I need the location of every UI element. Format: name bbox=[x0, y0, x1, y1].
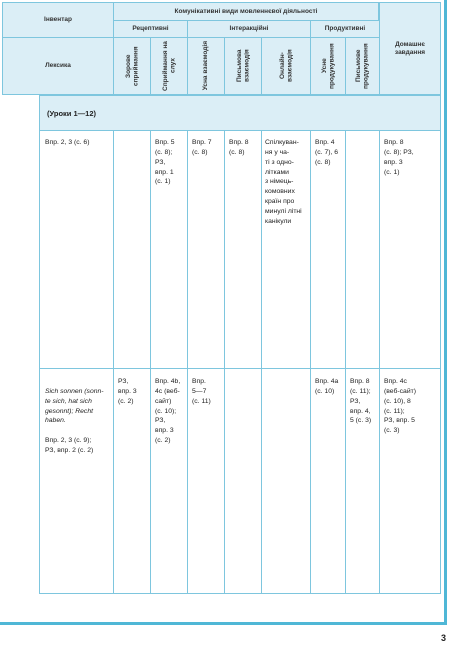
grid-line bbox=[261, 131, 262, 593]
grid-line bbox=[310, 131, 311, 593]
header-lexics: Лексика bbox=[2, 37, 114, 95]
header-oral-interaction bbox=[187, 37, 225, 95]
row1-lexics: Впр. 2, 3 (с. 6) bbox=[45, 139, 90, 146]
row2-lexics-expression: Sich sonnen (sonn- te sich, hat sich gesonnt); Recht haben. bbox=[45, 387, 104, 425]
grid-line bbox=[224, 131, 225, 593]
grid-line bbox=[379, 131, 380, 593]
header-online-interaction bbox=[261, 37, 311, 95]
page-number: 3 bbox=[440, 633, 446, 643]
header-listening bbox=[150, 37, 188, 95]
row-divider bbox=[39, 368, 441, 369]
row2-oral-production: Впр. 4а (с. 10) bbox=[315, 378, 339, 395]
header-written-production-text: Письмове продукування bbox=[355, 43, 370, 89]
row1-listening: Впр. 5 (с. 8); РЗ, впр. 1 (с. 1) bbox=[155, 139, 175, 186]
row2-lexics-exercises: Впр. 2, 3 (с. 9); РЗ, впр. 2 (с. 2) bbox=[45, 437, 94, 454]
grid-line bbox=[440, 131, 441, 593]
header-productive: Продуктивні bbox=[310, 20, 380, 38]
row1-online-interaction: Спілкуван- ня у ча- ті з одно- літками з німець- комовних країн про минулі літні канікули bbox=[265, 139, 302, 225]
header-written-interaction-text: Письмова взаємодія bbox=[235, 49, 250, 83]
header-oral-production bbox=[310, 37, 346, 95]
grid-line bbox=[187, 131, 188, 593]
section-title: (Уроки 1—12) bbox=[39, 95, 441, 131]
row2-homework: Впр. 4с (веб-сайт) (с. 10), 8 (с. 11); РЗ, впр. 5 (с. 3) bbox=[384, 378, 417, 435]
header-interactive: Інтеракційні bbox=[187, 20, 311, 38]
header-online-interaction-text: Онлайн-взаємодія bbox=[278, 49, 293, 83]
header-homework: Домашнє завдання bbox=[379, 2, 441, 95]
row1-oral-interaction: Впр. 7 (с. 8) bbox=[192, 139, 212, 156]
table-bottom bbox=[39, 593, 441, 594]
header-inventory: Інвентар bbox=[2, 2, 114, 38]
row2-reading: РЗ, впр. 3 (с. 2) bbox=[118, 378, 137, 405]
grid-line bbox=[113, 131, 114, 593]
header-written-production bbox=[345, 37, 380, 95]
header-listening-text: Сприймання на слух bbox=[161, 41, 176, 91]
row2-lexics bbox=[45, 377, 113, 456]
grid-line bbox=[39, 131, 40, 593]
row2-oral-interaction: Впр. 5—7 (с. 11) bbox=[192, 378, 211, 405]
row2-written-production: Впр. 8 (с. 11); РЗ, впр. 4, 5 (с. 3) bbox=[350, 378, 372, 425]
header-reading-text: Зорове сприймання bbox=[124, 46, 139, 86]
header-reading bbox=[113, 37, 151, 95]
row1-written-interaction: Впр. 8 (с. 8) bbox=[229, 139, 249, 156]
row1-homework: Впр. 8 (с. 8); РЗ, впр. 3 (с. 1) bbox=[384, 139, 414, 176]
header-receptive: Рецептивні bbox=[113, 20, 188, 38]
grid-line bbox=[150, 131, 151, 593]
row2-listening: Впр. 4b, 4c (веб- сайт) (с. 10); РЗ, впр. 3 (с. 2) bbox=[155, 378, 181, 445]
header-written-interaction bbox=[224, 37, 262, 95]
header-oral-interaction-text: Усна взаємодія bbox=[202, 41, 210, 91]
row1-oral-production: Впр. 4 (с. 7), 6 (с. 8) bbox=[315, 139, 339, 166]
header-communicative: Комунікативні види мовленнєвої діяльності bbox=[113, 2, 379, 21]
header-oral-production-text: Усне продукування bbox=[320, 43, 335, 89]
grid-line bbox=[345, 131, 346, 593]
